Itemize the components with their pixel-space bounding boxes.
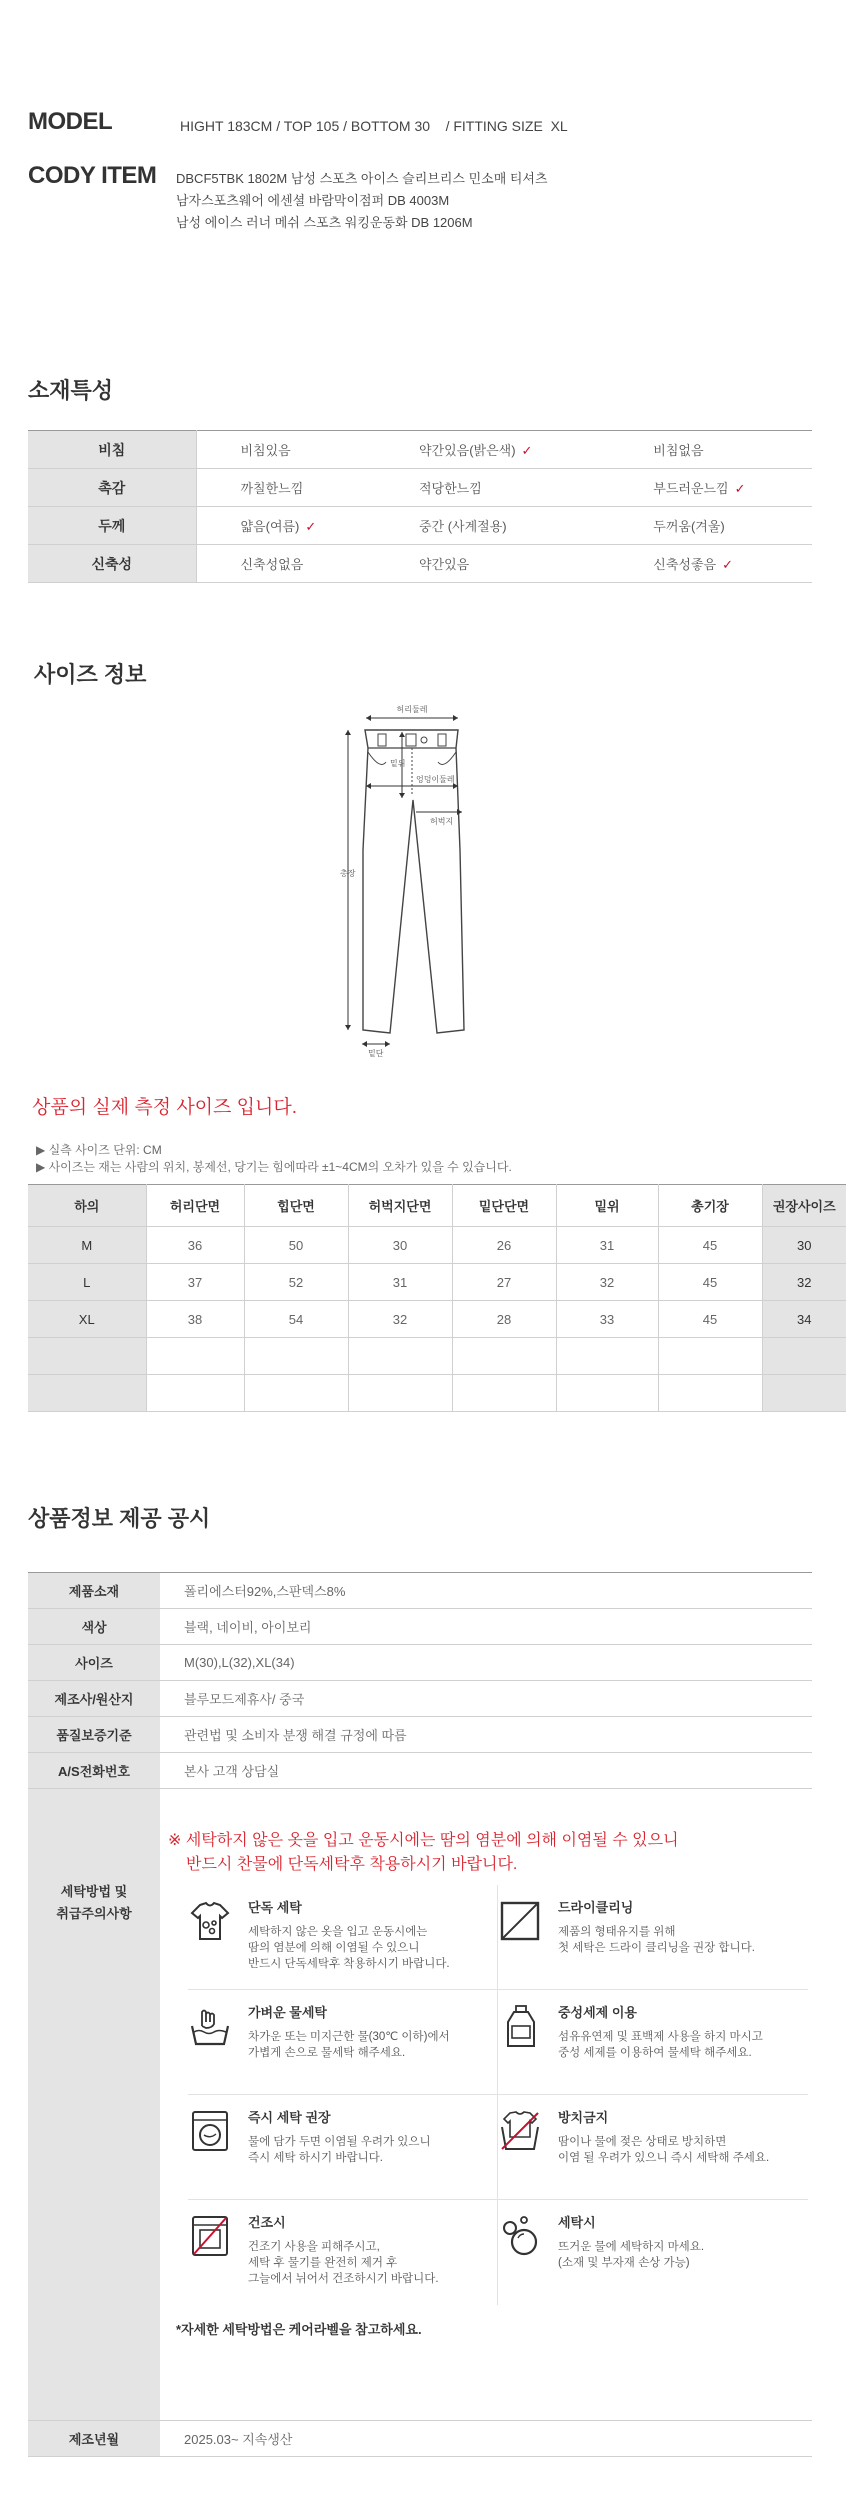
wash-item-text xyxy=(248,2107,493,2166)
hand-wash-icon xyxy=(188,2004,232,2048)
info-row xyxy=(28,1609,812,1645)
check-icon: ✓ xyxy=(722,557,733,572)
size-table-cell: 30 xyxy=(348,1227,452,1264)
detergent-icon xyxy=(498,2004,542,2048)
check-icon: ✓ xyxy=(734,481,746,496)
material-option xyxy=(609,507,812,545)
size-table-cell: 34 xyxy=(762,1301,846,1338)
size-table-cell: 45 xyxy=(658,1264,762,1301)
size-notice: 상품의 실제 측정 사이즈 입니다. xyxy=(32,1097,297,1118)
material-section-title: 소재특성 xyxy=(28,378,114,403)
material-option-label: 두꺼움(겨울) xyxy=(653,519,725,534)
wash-item xyxy=(498,2095,808,2200)
wash-item-title: 건조시 xyxy=(248,2215,286,2230)
wash-item-line: 차가운 또는 미지근한 물(30℃ 이하)에서 xyxy=(248,2031,450,2043)
material-option-label: 까칠한느낌 xyxy=(240,481,304,496)
size-table-cell: 27 xyxy=(452,1264,556,1301)
size-table-header: 하의 xyxy=(28,1185,146,1227)
material-row xyxy=(28,431,812,469)
info-label: 사이즈 xyxy=(28,1645,160,1681)
info-row xyxy=(28,1645,812,1681)
cody-item: DBCF5TBK 1802M 남성 스포츠 아이스 슬리브리스 민소매 티셔츠 xyxy=(176,171,548,186)
size-table-cell: XL xyxy=(28,1301,146,1338)
material-option-label: 얇음(여름) xyxy=(240,519,300,534)
wash-item-line: 제품의 형태유지를 위해 xyxy=(558,1926,676,1938)
size-table-cell: 32 xyxy=(348,1301,452,1338)
model-label: MODEL xyxy=(28,108,113,135)
product-info-title: 상품정보 제공 공시 xyxy=(28,1506,211,1531)
material-option-label: 비침있음 xyxy=(240,443,291,458)
size-table-cell xyxy=(556,1375,658,1412)
cody-item: 남자스포츠웨어 에센셜 바람막이점퍼 DB 4003M xyxy=(176,193,450,208)
washing-machine-icon xyxy=(188,2109,232,2153)
size-table-cell xyxy=(658,1338,762,1375)
wash-item xyxy=(498,1990,808,2095)
wash-item-line: (소재 및 부자재 손상 가능) xyxy=(558,2257,690,2269)
wash-item-text xyxy=(558,2002,803,2061)
wash-grid xyxy=(188,1885,808,2305)
wash-item-desc xyxy=(558,2239,803,2271)
wash-item-line: 즉시 세탁 하시기 바랍니다. xyxy=(248,2152,383,2164)
info-label: 제조년월 xyxy=(28,2421,160,2457)
size-table-cell: 31 xyxy=(348,1264,452,1301)
wash-item-line: 땀의 염분에 의해 이염될 수 있으니 xyxy=(248,1942,420,1954)
size-table-cell xyxy=(244,1338,348,1375)
info-value: 블랙, 네이비, 아이보리 xyxy=(160,1609,812,1645)
size-note: ▶ 실측 사이즈 단위: CM xyxy=(36,1143,162,1157)
info-value: 블루모드제휴사/ 중국 xyxy=(160,1681,812,1717)
diagram-label-waist: 허리둘레 xyxy=(396,705,428,714)
wash-item-line: 물에 담가 두면 이염될 우려가 있으니 xyxy=(248,2136,431,2148)
wash-item-line: 이염 될 우려가 있으니 즉시 세탁해 주세요. xyxy=(558,2152,770,2164)
diagram-label-hip: 엉덩이둘레 xyxy=(416,775,455,784)
info-row xyxy=(28,2421,812,2457)
size-table-cell: 54 xyxy=(244,1301,348,1338)
wash-item-line: 세탁하지 않은 옷을 입고 운동시에는 xyxy=(248,1926,428,1938)
wash-item-title: 세탁시 xyxy=(558,2215,596,2230)
size-table-row xyxy=(28,1375,846,1412)
size-table-cell: 50 xyxy=(244,1227,348,1264)
wash-item-desc xyxy=(248,2029,493,2061)
wash-item-line: 건조기 사용을 피해주시고, xyxy=(248,2241,380,2253)
size-table-cell xyxy=(452,1338,556,1375)
material-option xyxy=(196,507,375,545)
info-value: 관련법 및 소비자 분쟁 해결 규정에 따름 xyxy=(160,1717,812,1753)
wash-item-title: 드라이클리닝 xyxy=(558,1900,634,1915)
model-value: HIGHT 183CM / TOP 105 / BOTTOM 30 / FITTING SIZE XL xyxy=(180,118,568,134)
size-table-cell: 45 xyxy=(658,1301,762,1338)
material-option xyxy=(196,469,375,507)
wash-item-desc xyxy=(558,2134,803,2166)
wash-item-title: 중성세제 이용 xyxy=(558,2005,637,2020)
size-table-header: 허벅지단면 xyxy=(348,1185,452,1227)
size-table-cell xyxy=(348,1338,452,1375)
wash-item xyxy=(188,1990,498,2095)
wash-item-text xyxy=(558,1897,803,1956)
size-table-header: 밑단단면 xyxy=(452,1185,556,1227)
material-option-label: 비침없음 xyxy=(653,443,704,458)
material-option-label: 신축성좋음 xyxy=(653,557,717,572)
cody-item: 남성 에이스 러너 메쉬 스포츠 워킹운동화 DB 1206M xyxy=(176,215,473,230)
size-table-row xyxy=(28,1338,846,1375)
material-option xyxy=(196,431,375,469)
size-table-cell xyxy=(452,1375,556,1412)
wash-item-text xyxy=(248,2212,493,2287)
size-table-row xyxy=(28,1227,846,1264)
wash-item-text xyxy=(248,1897,493,1972)
wash-item-title: 방치금지 xyxy=(558,2110,609,2125)
wash-footnote: *자세한 세탁방법은 케어라벨을 참고하세요. xyxy=(176,2322,422,2337)
wash-item-desc xyxy=(248,2134,493,2166)
wash-item xyxy=(498,1885,808,1990)
check-icon: ✓ xyxy=(305,519,317,534)
info-row xyxy=(28,1717,812,1753)
material-option xyxy=(375,545,609,583)
bubbles-icon xyxy=(498,2214,542,2258)
size-table-cell: 32 xyxy=(556,1264,658,1301)
diagram-label-thigh: 허벅지 xyxy=(430,817,454,826)
wash-item-line: 중성 세제를 이용하여 물세탁 해주세요. xyxy=(558,2047,752,2059)
material-row xyxy=(28,507,812,545)
size-table-cell xyxy=(762,1338,846,1375)
info-row xyxy=(28,1573,812,1609)
size-table-cell xyxy=(244,1375,348,1412)
info-label: 제품소재 xyxy=(28,1573,160,1609)
size-table-cell xyxy=(658,1375,762,1412)
no-leave-icon xyxy=(498,2109,542,2153)
info-label: A/S전화번호 xyxy=(28,1753,160,1789)
material-option xyxy=(609,545,812,583)
material-option-label: 부드러운느낌 xyxy=(653,481,729,496)
material-option xyxy=(375,507,609,545)
diagram-label-hem: 밑단 xyxy=(368,1049,384,1058)
info-value: 2025.03~ 지속생산 xyxy=(160,2421,812,2457)
material-row xyxy=(28,545,812,583)
size-notes xyxy=(36,1142,512,1176)
size-table-cell: 26 xyxy=(452,1227,556,1264)
material-option-label: 신축성없음 xyxy=(240,557,304,572)
size-table-header: 총기장 xyxy=(658,1185,762,1227)
pants-size-diagram xyxy=(340,700,490,1060)
material-row xyxy=(28,469,812,507)
size-table-cell xyxy=(146,1375,244,1412)
size-table-cell: M xyxy=(28,1227,146,1264)
wash-item-text xyxy=(558,2107,803,2166)
check-icon: ✓ xyxy=(521,443,533,458)
material-option-label: 약간있음 xyxy=(418,557,470,572)
material-option xyxy=(196,545,375,583)
size-table-cell xyxy=(28,1375,146,1412)
size-table-cell: 32 xyxy=(762,1264,846,1301)
size-table-header: 힙단면 xyxy=(244,1185,348,1227)
material-option xyxy=(375,469,609,507)
size-table-cell: 28 xyxy=(452,1301,556,1338)
wash-item xyxy=(188,2095,498,2200)
wash-item-title: 즉시 세탁 권장 xyxy=(248,2110,331,2125)
wash-warning: ※ 세탁하지 않은 옷을 입고 운동시에는 땀의 염분에 의해 이염될 수 있으니 반드시 찬물에 단독세탁후 착용하시기 바랍니다. xyxy=(168,1832,679,1873)
size-table-cell xyxy=(146,1338,244,1375)
size-table-cell: 37 xyxy=(146,1264,244,1301)
cody-item-list xyxy=(176,168,548,234)
size-table-cell: 45 xyxy=(658,1227,762,1264)
info-row xyxy=(28,1681,812,1717)
wash-item-desc xyxy=(558,2029,803,2061)
size-table-cell: 30 xyxy=(762,1227,846,1264)
material-option-label: 중간 (사계절용) xyxy=(418,519,507,534)
material-row-label: 신축성 xyxy=(28,545,196,583)
wash-item-title: 단독 세탁 xyxy=(248,1900,302,1915)
material-table xyxy=(28,430,812,583)
info-label: 품질보증기준 xyxy=(28,1717,160,1753)
size-table-cell: 38 xyxy=(146,1301,244,1338)
size-table-cell xyxy=(762,1375,846,1412)
wash-item xyxy=(498,2200,808,2305)
diagram-label-rise: 밑위 xyxy=(390,759,406,768)
wash-content xyxy=(160,1789,812,2421)
wash-item-text xyxy=(558,2212,803,2271)
info-row xyxy=(28,1753,812,1789)
size-table-cell xyxy=(28,1338,146,1375)
size-table-cell: 33 xyxy=(556,1301,658,1338)
dry-clean-icon xyxy=(498,1899,542,1943)
shirt-icon xyxy=(188,1899,232,1943)
size-table-row xyxy=(28,1264,846,1301)
size-table-cell xyxy=(348,1375,452,1412)
wash-item xyxy=(188,2200,498,2305)
wash-item-line: 섬유유연제 및 표백제 사용을 하지 마시고 xyxy=(558,2031,763,2043)
info-label: 제조사/원산지 xyxy=(28,1681,160,1717)
no-dryer-icon xyxy=(188,2214,232,2258)
wash-item-line: 땀이나 물에 젖은 상태로 방치하면 xyxy=(558,2136,727,2148)
size-table-cell xyxy=(556,1338,658,1375)
wash-item-line: 뜨거운 물에 세탁하지 마세요. xyxy=(558,2241,705,2253)
diagram-label-length: 총장 xyxy=(340,869,356,878)
size-table-header: 권장사이즈 xyxy=(762,1185,846,1227)
size-table-row xyxy=(28,1301,846,1338)
size-table-cell: 31 xyxy=(556,1227,658,1264)
size-table-cell: L xyxy=(28,1264,146,1301)
wash-item-title: 가벼운 물세탁 xyxy=(248,2005,327,2020)
material-option xyxy=(609,431,812,469)
wash-item-line: 가볍게 손으로 물세탁 해주세요. xyxy=(248,2047,406,2059)
product-info-table xyxy=(28,1572,812,2457)
wash-item-desc xyxy=(248,2239,493,2287)
size-table-cell: 52 xyxy=(244,1264,348,1301)
material-row-label: 비침 xyxy=(28,431,196,469)
info-value: 본사 고객 상담실 xyxy=(160,1753,812,1789)
material-option xyxy=(609,469,812,507)
size-table-header: 허리단면 xyxy=(146,1185,244,1227)
wash-item xyxy=(188,1885,498,1990)
size-section-title: 사이즈 정보 xyxy=(34,662,147,687)
size-note: ▶ 사이즈는 재는 사람의 위치, 봉제선, 당기는 힘에따라 ±1~4CM의 오차가 있을 수 있습니다. xyxy=(36,1160,512,1174)
info-value: 폴리에스터92%,스판덱스8% xyxy=(160,1573,812,1609)
wash-item-line: 첫 세탁은 드라이 클리닝을 권장 합니다. xyxy=(558,1942,755,1954)
wash-item-line: 세탁 후 물기를 완전히 제거 후 xyxy=(248,2257,398,2269)
size-table-cell: 36 xyxy=(146,1227,244,1264)
info-value: M(30),L(32),XL(34) xyxy=(160,1645,812,1681)
material-option-label: 약간있음(밝은색) xyxy=(418,443,516,458)
wash-item-line: 반드시 단독세탁후 착용하시기 바랍니다. xyxy=(248,1958,450,1970)
wash-item-text xyxy=(248,2002,493,2061)
wash-item-desc xyxy=(558,1924,803,1956)
wash-label: 세탁방법 및 취급주의사항 xyxy=(28,1789,160,2421)
wash-item-line: 그늘에서 뉘어서 건조하시기 바랍니다. xyxy=(248,2273,439,2285)
info-label: 색상 xyxy=(28,1609,160,1645)
material-row-label: 촉감 xyxy=(28,469,196,507)
cody-label: CODY ITEM xyxy=(28,162,157,189)
wash-row xyxy=(28,1789,812,2421)
material-row-label: 두께 xyxy=(28,507,196,545)
material-option-label: 적당한느낌 xyxy=(418,481,482,496)
material-option xyxy=(375,431,609,469)
size-table xyxy=(28,1184,846,1412)
wash-item-desc xyxy=(248,1924,493,1972)
size-table-header: 밑위 xyxy=(556,1185,658,1227)
